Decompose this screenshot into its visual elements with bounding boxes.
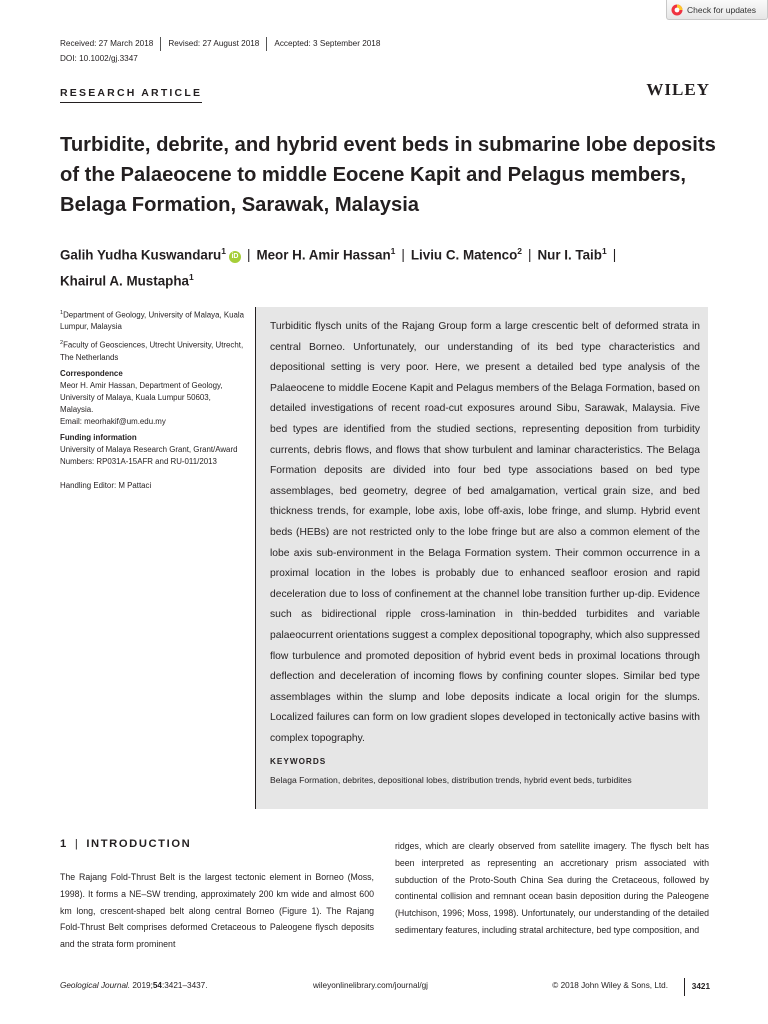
crossmark-icon: [671, 4, 683, 16]
revised-date: Revised: 27 August 2018: [161, 37, 267, 51]
page-number: 3421: [684, 978, 710, 996]
funding-heading: Funding information: [60, 433, 137, 443]
author-affiliation-sup: 2: [517, 246, 522, 256]
received-date: Received: 27 March 2018: [60, 37, 161, 51]
check-for-updates-button[interactable]: [666, 0, 768, 20]
author-affiliation-sup: 1: [221, 246, 226, 256]
article-type-label: RESEARCH ARTICLE: [60, 87, 202, 103]
publisher-logo: WILEY: [646, 80, 710, 99]
author-name[interactable]: Khairul A. Mustapha: [60, 273, 189, 289]
body-text-column-1: The Rajang Fold-Thrust Belt is the largest tectonic element in Borneo (Moss, 1998). It forms a NE–SW trending, approximately 200 km wide and almost 600 km long, crescent-shaped belt along central Borneo (Figure 1). The Rajang Fold-Thrust Belt comprises deformed Cretaceous to Paleogene flysch deposits and the strata form prominent: [60, 872, 374, 950]
author-name[interactable]: Meor H. Amir Hassan: [256, 247, 391, 263]
correspondence-heading: Correspondence: [60, 369, 123, 379]
page-footer: [60, 981, 710, 995]
article-title: Turbidite, debrite, and hybrid event beds in submarine lobe deposits of the Palaeocene to middle Eocene Kapit and Pelagus members, Belaga Formation, Sarawak, Malaysia: [60, 134, 716, 216]
doi[interactable]: DOI: 10.1002/gj.3347: [60, 54, 138, 63]
author-affiliation-sup: 1: [601, 246, 607, 256]
abstract-panel: [255, 307, 708, 809]
abstract-text: Turbiditic flysch units of the Rajang Group form a large crescentic belt of deformed strata in central Borneo. Unfortunately, our understanding of its bed type characteristics and depositional setting is very poor. Here, we present a detailed bed type analysis of the Palaeocene to middle Eocene Kapit and Pelagus members of the Belaga Formation, based on detailed investigations of recent road-cut exposures around Sibu, Sarawak, Malaysia. Five bed types are identified from the studied sections, representing deposition from turbidity currents, debris flows, and flows that show turbulent and laminar characteristics. The Belaga Formation deposits are divided into four bed type associations based on bed type assemblages, bed geometry, degree of bed amalgamation, vertical grain size, and bed thickness trends, for example, lobe axis, lobe off-axis, lobe fringe, and slump. Hybrid event beds (HEBs) are not restricted only to the lobe fringe but are also a common element of the lobe axis sub-environment in the Belaga Formation system. Their common occurrence in a proximal location in the lobes is probably due to enhanced seafloor erosion and rapid deceleration due to loss of confinement at the channel lobe transition further up-dip. Evidence such as bidirectional ripple cross-lamination in thin-bedded turbidites and variable palaeocurrent orientations suggest a complex depositional topography, which also suppressed flow turbulence and promoted deposition of hybrid event beds in proximal locations through deflection and deceleration of incoming flows by confining counter slopes. Similar bed type assemblages within the slump and lobe deposits indicate a local origin for the slumps. Localized failures can form on low gradient slopes developed in tectonically active basins with complex topography.: [270, 321, 700, 744]
check-for-updates-label: Check for updates: [687, 4, 756, 15]
correspondence-email[interactable]: Email: meorhakif@um.edu.my: [60, 416, 166, 426]
keywords-heading: KEYWORDS: [270, 757, 327, 767]
article-dates: [60, 37, 387, 51]
body-text-column-2: ridges, which are clearly observed from satellite imagery. The flysch belt has been interpreted as representing an accretionary prism associated with subduction of the Proto-South China Sea during the Cretaceous, followed by continental collision and remnant ocean basin deposition during the Paleogene (Hutchison, 1996; Moss, 1998). Unfortunately, our understanding of the detailed sedimentary features, including stratal architecture, bed type composition, and: [395, 841, 709, 935]
affiliation: $^1$Department of Geology, University of Malaya, Kuala Lumpur, Malaysia: [60, 310, 245, 332]
funding-text: University of Malaya Research Grant, Grant/Award Numbers: RP031A-15AFR and RU-011/2013: [60, 445, 238, 467]
author-name[interactable]: Nur I. Taib: [537, 247, 602, 263]
author-affiliation-sup: 1: [188, 272, 194, 283]
footer-citation: Geological Journal. 2019;54:3421–3437.: [60, 981, 208, 990]
author-affiliation-sup: 1: [390, 246, 396, 256]
handling-editor: Handling Editor: M Pattaci: [60, 480, 152, 490]
accepted-date: Accepted: 3 September 2018: [274, 39, 381, 48]
section-title: INTRODUCTION: [86, 838, 192, 850]
correspondence-text: Meor H. Amir Hassan, Department of Geology, University of Malaya, Kuala Lumpur 50603, Malaysia.: [60, 381, 223, 414]
author-list: Galih Yudha Kuswandaru$^1$iD | Meor H. Amir Hassan$^1$ | Liviu C. Matenco$^2$ | Nur I. Taib$^1$ | Khairul A. Mustapha$^1$: [60, 246, 617, 289]
footer-url[interactable]: wileyonlinelibrary.com/journal/gj: [313, 981, 428, 990]
keywords-text: Belaga Formation, debrites, depositional lobes, distribution trends, hybrid event beds, turbidites: [270, 775, 632, 786]
affiliation: $^2$Faculty of Geosciences, Utrecht University, Utrecht, The Netherlands: [60, 340, 244, 362]
orcid-icon[interactable]: iD: [229, 251, 241, 263]
article-info-column: [60, 308, 246, 497]
section-heading-introduction: 1 | INTRODUCTION: [60, 838, 192, 850]
footer-copyright: © 2018 John Wiley & Sons, Ltd.: [552, 981, 668, 990]
author-name[interactable]: Galih Yudha Kuswandaru: [60, 247, 222, 263]
author-name[interactable]: Liviu C. Matenco: [410, 247, 518, 263]
section-number: 1: [60, 838, 68, 850]
